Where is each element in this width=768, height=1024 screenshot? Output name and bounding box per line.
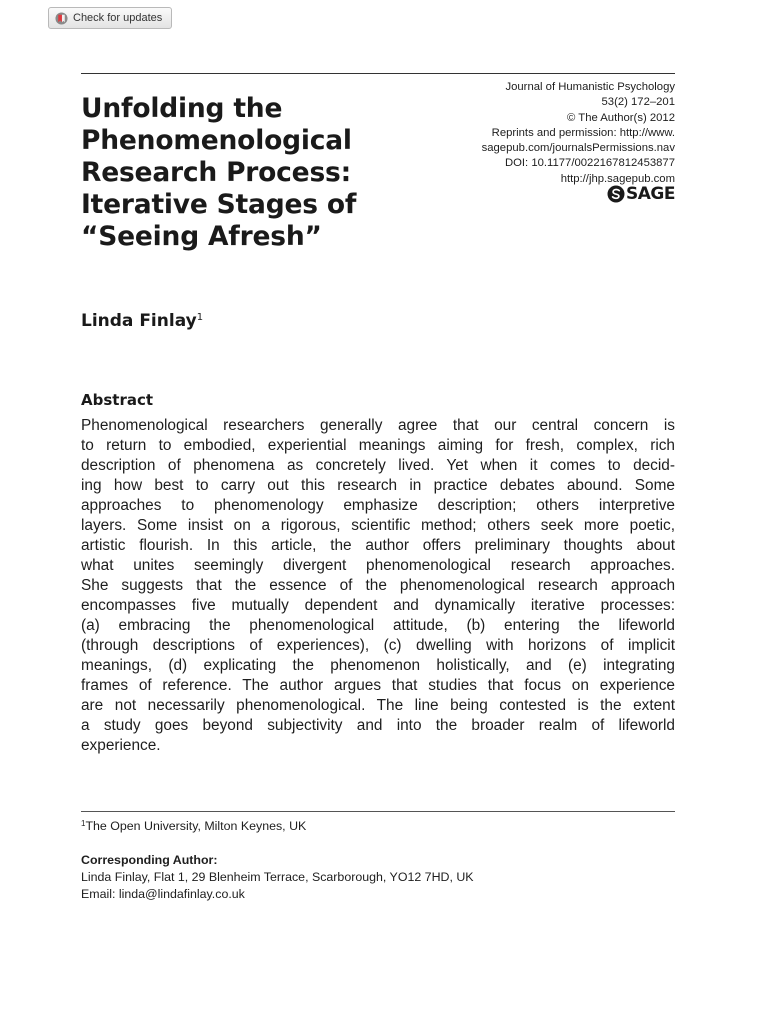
abstract-line: experience. — [81, 737, 161, 754]
affiliation-footnote — [81, 819, 306, 833]
abstract-line: are not necessarily phenomenological. The line being contested is the extent — [81, 697, 675, 714]
journal-copyright: © The Author(s) 2012 — [567, 111, 675, 124]
check-for-updates-button[interactable] — [48, 7, 172, 29]
affiliation-mark: 1 — [81, 819, 86, 828]
title-line: “Seeing Afresh” — [81, 221, 322, 252]
abstract-line: meanings, (d) explicating the phenomenon holistically, and (e) integrating — [81, 657, 675, 674]
affiliation-text: The Open University, Milton Keynes, UK — [85, 819, 307, 833]
journal-info — [415, 80, 675, 187]
corresponding-email[interactable]: Email: linda@lindafinlay.co.uk — [81, 887, 245, 901]
corresponding-author-label: Corresponding Author: — [81, 853, 218, 867]
sage-logo-text: SAGE — [626, 183, 675, 204]
article-title — [81, 93, 401, 253]
footnote-rule — [81, 811, 675, 812]
corresponding-address: Linda Finlay, Flat 1, 29 Blenheim Terrace, Scarborough, YO12 7HD, UK — [81, 870, 474, 884]
abstract-line: (a) embracing the phenomenological attitude, (b) entering the lifeworld — [81, 617, 675, 634]
check-for-updates-icon — [55, 12, 68, 25]
title-line: Unfolding the — [81, 93, 283, 124]
abstract-line: what unites seemingly divergent phenomenological research approaches. — [81, 557, 675, 574]
reprints-line-1[interactable]: Reprints and permission: http://www. — [491, 126, 675, 139]
abstract-line: She suggests that the essence of the phenomenological research approach — [81, 577, 675, 594]
abstract-line: to return to embodied, experiential meanings aiming for fresh, complex, rich — [81, 437, 675, 454]
abstract-line: artistic flourish. In this article, the author offers preliminary thoughts about — [81, 537, 675, 554]
title-line: Iterative Stages of — [81, 189, 357, 220]
abstract-line: encompasses five mutually dependent and dynamically iterative processes: — [81, 597, 675, 614]
abstract-body — [81, 416, 675, 756]
abstract-line: description of phenomena as concretely lived. Yet when it comes to decid- — [81, 457, 675, 474]
journal-url[interactable]: http://jhp.sagepub.com — [560, 172, 675, 185]
abstract-line: ing how best to carry out this research in practice debates abound. Some — [81, 477, 675, 494]
author-affiliation-mark: 1 — [196, 312, 204, 323]
title-line: Phenomenological — [81, 125, 352, 156]
abstract-line: frames of reference. The author argues that studies that focus on experience — [81, 677, 675, 694]
journal-volume: 53(2) 172–201 — [601, 96, 675, 109]
reprints-line-2[interactable]: sagepub.com/journalsPermissions.nav — [481, 142, 675, 155]
sage-logo — [607, 184, 675, 203]
abstract-line: layers. Some insist on a rigorous, scientific method; others seek more poetic, — [81, 517, 675, 534]
abstract-line: Phenomenological researchers generally agree that our central concern is — [81, 417, 675, 434]
abstract-line: a study goes beyond subjectivity and into the broader realm of lifeworld — [81, 717, 675, 734]
corresponding-author — [81, 852, 474, 903]
author-name-text: Linda Finlay — [81, 311, 197, 331]
title-line: Research Process: — [81, 157, 351, 188]
doi[interactable]: DOI: 10.1177/0022167812453877 — [504, 157, 675, 170]
author-name — [81, 311, 203, 331]
abstract-heading: Abstract — [81, 391, 154, 409]
check-for-updates-label: Check for updates — [73, 12, 163, 24]
header-rule — [81, 73, 675, 74]
sage-logo-icon — [607, 185, 625, 203]
abstract-line: approaches to phenomenology emphasize description; others interpretive — [81, 497, 675, 514]
journal-name: Journal of Humanistic Psychology — [505, 81, 675, 93]
abstract-line: (through descriptions of experiences), (c) dwelling with horizons of implicit — [81, 637, 675, 654]
